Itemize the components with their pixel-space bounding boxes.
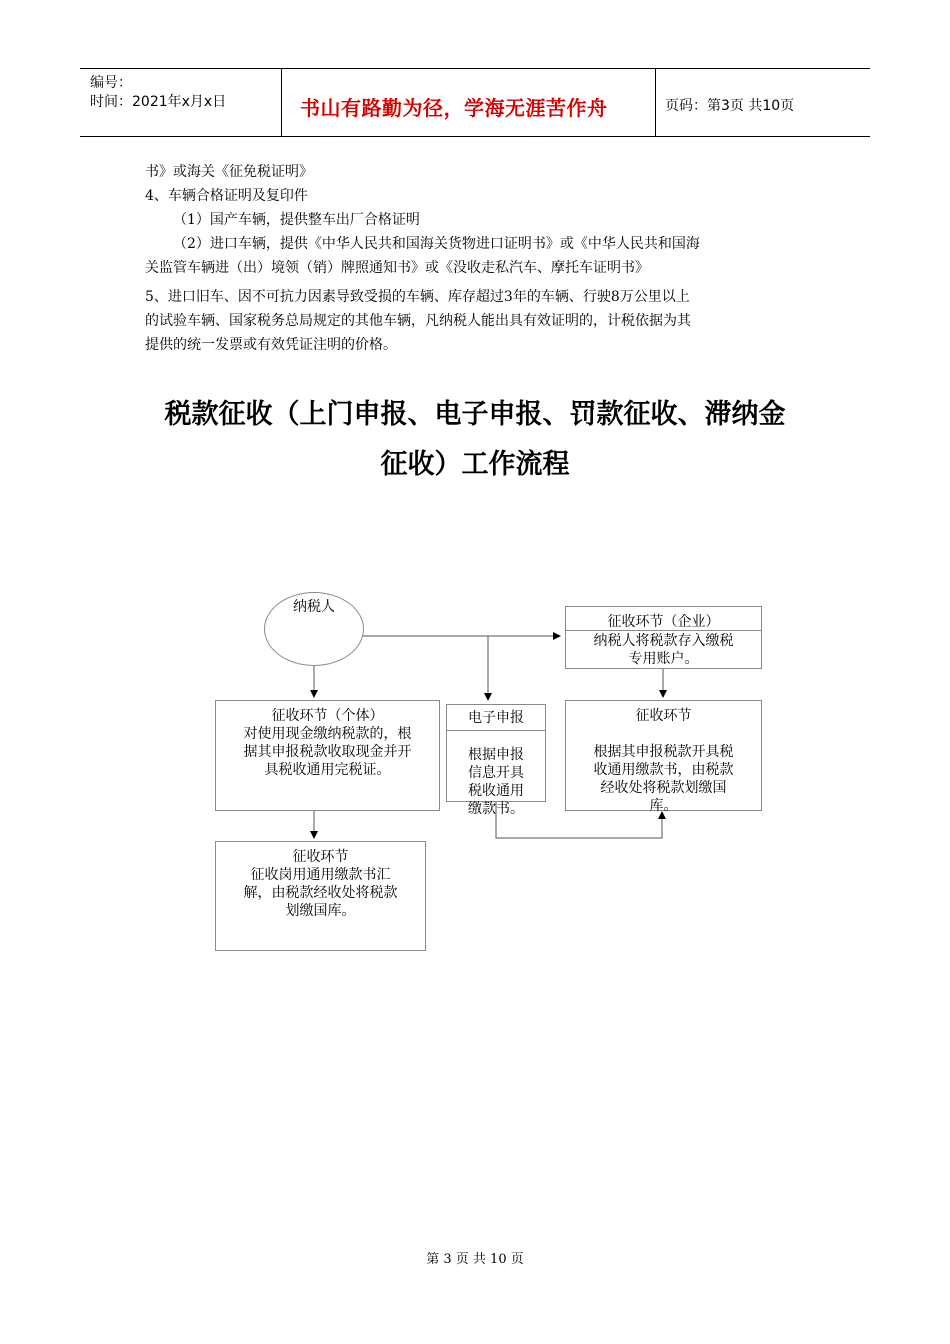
collect-right-line-1: 根据其申报税款开具税 [593,744,734,760]
electronic-line-3: 税收通用 [468,783,524,799]
enterprise-title: 征收环节（企业） [607,614,720,630]
collect-right-title: 征收环节 [635,708,692,724]
taxpayer-label: 纳税人 [293,599,335,615]
electronic-line-2: 信息开具 [468,765,524,781]
collect-right-line-4: 库。 [649,798,678,814]
header-number-label: 编号： [90,75,132,91]
body-line-8: 提供的统一发票或有效凭证注明的价格。 [145,337,397,353]
body-line-2: 4、车辆合格证明及复印件 [145,188,308,204]
collect-right-line-2: 收通用缴款书，由税款 [593,762,734,778]
body-line-3: （1）国产车辆，提供整车出厂合格证明 [173,212,420,228]
collect-right-line-3: 经收处将税款划缴国 [600,780,727,796]
body-line-4: （2）进口车辆，提供《中华人民共和国海关货物进口证明书》或《中华人民共和国海 [173,236,700,252]
electronic-line-1: 根据申报 [468,747,524,763]
electronic-divider [446,730,546,731]
header-time-label: 时间：2021年x月x日 [90,94,227,110]
electronic-title: 电子申报 [468,710,524,726]
section-heading-line-2: 征收）工作流程 [380,449,570,480]
individual-title: 征收环节（个体） [271,708,384,724]
collect-bottom-line-3: 划缴国库。 [285,903,356,919]
individual-line-2: 据其申报税款收取现金并开 [243,744,412,760]
enterprise-line-2: 专用账户。 [628,651,699,667]
collect-bottom-line-2: 解，由税款经收处将税款 [243,885,398,901]
body-line-1: 书》或海关《征免税证明》 [145,164,313,180]
collect-bottom-line-1: 征收岗用通用缴款书汇 [250,867,391,883]
individual-line-1: 对使用现金缴纳税款的，根 [243,726,412,742]
footer-page-number: 第 3 页 共 10 页 [426,1252,524,1267]
body-line-5: 关监管车辆进（出）境领（销）牌照通知书》或《没收走私汽车、摩托车证明书》 [145,260,649,276]
header-page-label: 页码：第3页 共10页 [665,98,795,114]
electronic-line-4: 缴款书。 [468,801,524,817]
enterprise-divider [565,630,762,631]
enterprise-line-1: 纳税人将税款存入缴税 [593,633,734,649]
section-heading-line-1: 税款征收（上门申报、电子申报、罚款征收、滞纳金 [164,399,786,430]
header-motto: 书山有路勤为径，学海无涯苦作舟 [300,96,608,120]
collect-bottom-title: 征收环节 [292,849,349,865]
body-line-6: 5、进口旧车、因不可抗力因素导致受损的车辆、库存超过3年的车辆、行驶8万公里以上 [145,289,690,305]
body-line-7: 的试验车辆、国家税务总局规定的其他车辆，凡纳税人能出具有效证明的，计税依据为其 [145,313,691,329]
individual-line-3: 具税收通用完税证。 [264,762,391,778]
